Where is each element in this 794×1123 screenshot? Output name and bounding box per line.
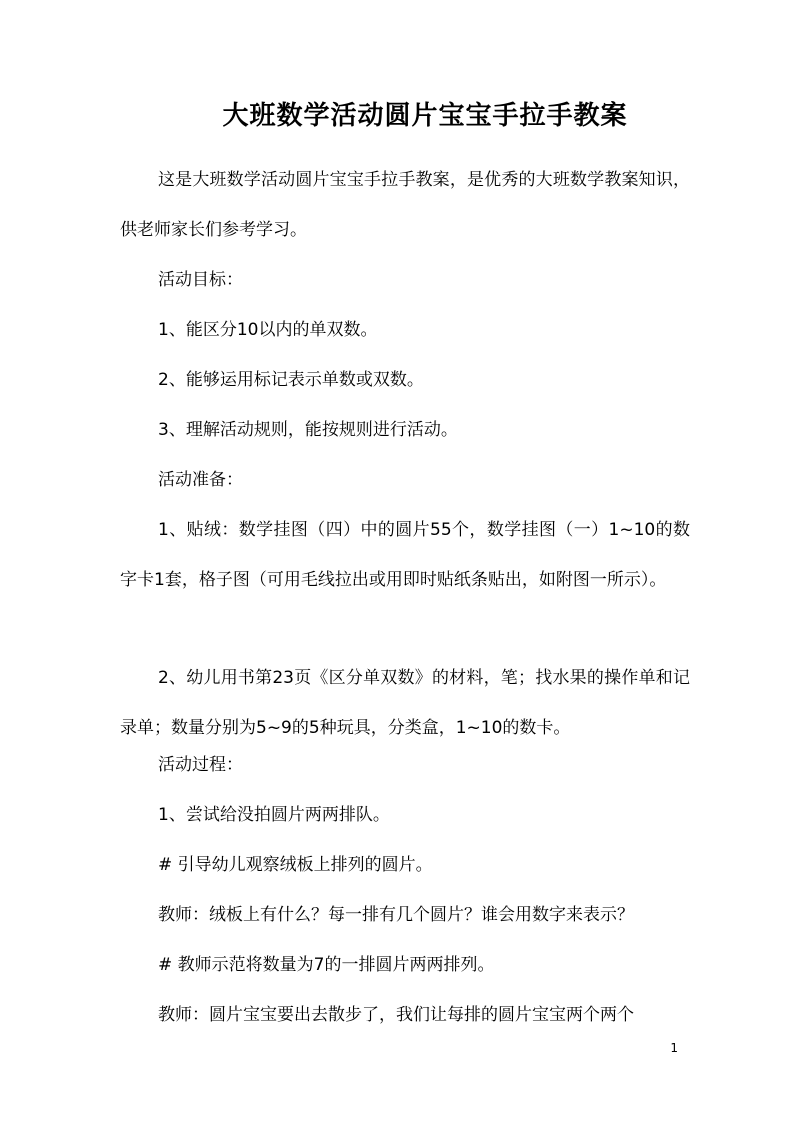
intro-paragraph: 这是大班数学活动圆片宝宝手拉手教案，是优秀的大班数学教案知识，供老师家长们参考学习。	[120, 170, 690, 240]
goal-item-2: 2、能够运用标记表示单数或双数。	[158, 370, 424, 390]
page-number: 1	[670, 1041, 678, 1055]
process-step-1: 1、尝试给没拍圆片两两排队。	[158, 805, 390, 825]
section-heading-preparation: 活动准备：	[158, 470, 243, 490]
process-note-2: # 教师示范将数量为7的一排圆片两两排列。	[158, 955, 495, 975]
goal-item-1: 1、能区分10以内的单双数。	[158, 320, 378, 340]
section-heading-process: 活动过程：	[158, 755, 243, 775]
goal-item-3: 3、理解活动规则，能按规则进行活动。	[158, 420, 458, 440]
preparation-item-2: 2、幼儿用书第23页《区分单双数》的材料，笔；找水果的操作单和记录单；数量分别为5~9的5种玩具，分类盒，1~10的数卡。	[120, 668, 690, 738]
section-heading-goals: 活动目标：	[158, 270, 243, 290]
teacher-line-2: 教师：圆片宝宝要出去散步了，我们让每排的圆片宝宝两个两个	[158, 1005, 634, 1025]
preparation-item-1: 1、贴绒：数学挂图（四）中的圆片55个，数学挂图（一）1~10的数字卡1套，格子图（可用毛线拉出或用即时贴纸条贴出，如附图一所示）。	[120, 520, 690, 590]
process-note-1: # 引导幼儿观察绒板上排列的圆片。	[158, 855, 433, 875]
teacher-line-1: 教师：绒板上有什么？每一排有几个圆片？谁会用数字来表示？	[158, 905, 634, 925]
document-title: 大班数学活动圆片宝宝手拉手教案	[222, 101, 628, 131]
